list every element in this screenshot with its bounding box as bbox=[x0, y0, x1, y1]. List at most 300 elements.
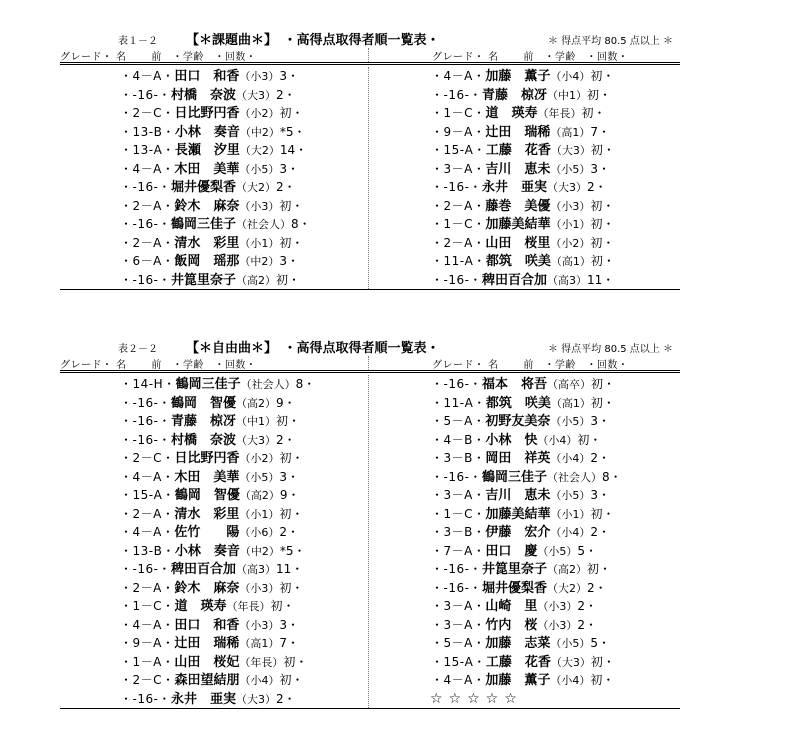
list-item bbox=[120, 271, 369, 290]
name-cell: 小林 快 bbox=[485, 432, 538, 448]
age-cell: （小1） bbox=[239, 236, 280, 250]
name-cell: 山田 桜妃 bbox=[174, 654, 240, 670]
grade-cell: ・-16-・ bbox=[120, 272, 171, 287]
count-cell: 3・ bbox=[279, 617, 300, 632]
count-cell: 9・ bbox=[275, 395, 296, 410]
count-cell: 初・ bbox=[279, 673, 304, 687]
age-cell: （高1） bbox=[550, 255, 591, 268]
list-item bbox=[120, 616, 369, 635]
grade-cell: ・4－A・ bbox=[120, 469, 175, 484]
name-cell: 山崎 里 bbox=[485, 599, 538, 614]
count-cell: 初・ bbox=[590, 235, 615, 250]
grade-cell: ・-16-・ bbox=[120, 414, 171, 428]
list-item bbox=[120, 215, 369, 234]
grade-cell: ・-16-・ bbox=[431, 580, 482, 595]
age-cell: （小5） bbox=[550, 415, 591, 428]
count-cell: 初・ bbox=[270, 599, 295, 613]
right-column bbox=[369, 67, 680, 289]
count-cell: 初・ bbox=[279, 451, 304, 465]
left-column bbox=[60, 375, 369, 708]
age-cell: （高1） bbox=[550, 396, 591, 410]
name-cell: 加藤 薫子 bbox=[485, 673, 551, 688]
list-item bbox=[431, 252, 680, 271]
grade-cell: ・15-A・ bbox=[120, 488, 175, 502]
grade-cell: ・1－A・ bbox=[120, 654, 175, 669]
list-item bbox=[120, 671, 369, 690]
name-cell: 村橋 奈波 bbox=[170, 87, 236, 103]
count-cell: 初・ bbox=[590, 506, 615, 521]
age-cell: （高卒） bbox=[546, 378, 591, 391]
column-header-left: グレード・ 名 前 ・学齢 ・回数・ bbox=[60, 360, 257, 371]
grade-cell: ・2－C・ bbox=[120, 106, 175, 120]
grade-cell: ・13-B・ bbox=[120, 124, 175, 139]
grade-cell: ・4－A・ bbox=[120, 525, 175, 539]
name-cell: 木田 美華 bbox=[174, 469, 240, 485]
list-item bbox=[120, 160, 369, 179]
count-cell: 2・ bbox=[275, 432, 296, 447]
count-cell: 初・ bbox=[586, 87, 611, 102]
list-item bbox=[431, 523, 680, 542]
name-cell: 永井 亜実 bbox=[170, 691, 236, 707]
age-cell: （小5） bbox=[239, 470, 280, 484]
name-cell: 辻田 瑞稀 bbox=[174, 636, 240, 651]
age-cell: （中1） bbox=[235, 415, 276, 428]
age-cell: （小1） bbox=[550, 507, 591, 521]
list-item bbox=[120, 449, 369, 468]
list-item bbox=[431, 215, 680, 234]
table-number: 表２－２ bbox=[118, 344, 158, 355]
name-cell: 山田 桜里 bbox=[485, 235, 551, 251]
age-cell: （高1） bbox=[550, 125, 591, 139]
age-cell: （年長） bbox=[537, 107, 582, 120]
table-title-row bbox=[60, 26, 680, 48]
count-cell: 5・ bbox=[577, 543, 598, 558]
name-cell: 岡田 祥英 bbox=[485, 451, 551, 466]
count-cell: 初・ bbox=[590, 254, 615, 268]
count-cell: 初・ bbox=[279, 106, 304, 120]
count-cell: 2・ bbox=[275, 180, 296, 194]
grade-cell: ・4－A・ bbox=[120, 617, 175, 632]
name-cell: 吉川 恵未 bbox=[485, 161, 551, 177]
name-cell: 稗田百合加 bbox=[481, 272, 547, 288]
age-cell: （社会人） bbox=[240, 378, 296, 391]
age-cell: （高1） bbox=[239, 637, 280, 650]
column-divider bbox=[368, 356, 369, 370]
grade-cell: ・1－C・ bbox=[431, 217, 486, 231]
count-cell: 初・ bbox=[283, 654, 308, 669]
count-cell: 14・ bbox=[279, 143, 308, 157]
grade-cell: ・2－A・ bbox=[120, 235, 175, 250]
count-cell: 2・ bbox=[577, 617, 598, 632]
name-cell: 日比野円香 bbox=[174, 106, 240, 121]
name-cell: 青藤 椋冴 bbox=[481, 87, 547, 103]
age-cell: （小3） bbox=[239, 618, 280, 632]
name-cell: 工藤 花香 bbox=[485, 143, 551, 158]
count-cell: 3・ bbox=[279, 254, 300, 268]
name-cell: 都筑 咲美 bbox=[485, 254, 551, 269]
name-cell: 井箟里奈子 bbox=[481, 562, 547, 577]
age-cell: （大2） bbox=[235, 181, 276, 194]
count-cell: 初・ bbox=[590, 143, 615, 157]
age-cell: （小1） bbox=[239, 507, 280, 521]
count-cell: 初・ bbox=[590, 673, 615, 687]
age-cell: （小3） bbox=[239, 581, 280, 595]
list-item bbox=[120, 468, 369, 487]
table-title-row bbox=[60, 334, 680, 356]
name-cell: 福本 将吾 bbox=[481, 377, 547, 392]
age-cell: （高2） bbox=[235, 396, 276, 410]
count-cell: 初・ bbox=[279, 235, 304, 250]
name-cell: 田口 和香 bbox=[174, 617, 240, 633]
age-cell: （小5） bbox=[550, 637, 591, 650]
age-cell: （大3） bbox=[546, 181, 587, 194]
age-cell: （小3） bbox=[550, 199, 591, 213]
count-cell: 8・ bbox=[601, 469, 622, 484]
count-cell: 2・ bbox=[590, 525, 611, 539]
score-note: ＊ 得点平均 80.5 点以上 ＊ bbox=[548, 36, 673, 47]
list-item bbox=[120, 252, 369, 271]
list-item bbox=[120, 104, 369, 123]
count-cell: 2・ bbox=[577, 599, 598, 613]
grade-cell: ・-16-・ bbox=[120, 691, 171, 706]
column-header-right: グレード・ 名 前 ・学齢 ・回数・ bbox=[432, 52, 629, 63]
count-cell: 初・ bbox=[275, 414, 300, 428]
age-cell: （小4） bbox=[239, 674, 280, 687]
grade-cell: ・-16-・ bbox=[431, 377, 482, 391]
table-jiyukyoku bbox=[60, 334, 680, 709]
grade-cell: ・-16-・ bbox=[120, 217, 171, 231]
age-cell: （中1） bbox=[546, 88, 587, 102]
count-cell: 3・ bbox=[590, 414, 611, 428]
list-item bbox=[431, 542, 680, 561]
name-cell: 飯岡 瑶那 bbox=[174, 254, 240, 269]
grade-cell: ・4－A・ bbox=[431, 673, 486, 687]
name-cell: 竹内 桜 bbox=[485, 617, 538, 633]
count-cell: 初・ bbox=[590, 377, 615, 391]
list-item bbox=[120, 542, 369, 561]
count-cell: 11・ bbox=[275, 562, 304, 576]
age-cell: （小1） bbox=[550, 218, 591, 231]
age-cell: （高3） bbox=[235, 563, 276, 576]
count-cell: 初・ bbox=[279, 198, 304, 213]
name-cell: 清水 彩里 bbox=[174, 235, 240, 251]
list-item bbox=[431, 141, 680, 160]
left-column bbox=[60, 67, 369, 289]
list-item bbox=[120, 653, 369, 672]
grade-cell: ・5－A・ bbox=[431, 414, 486, 428]
name-cell: 鶴岡三佳子 bbox=[170, 217, 236, 232]
count-cell: 7・ bbox=[590, 124, 611, 139]
grade-cell: ・3－B・ bbox=[431, 451, 486, 465]
list-item bbox=[431, 597, 680, 616]
count-cell: 8・ bbox=[295, 377, 316, 391]
grade-cell: ・-16-・ bbox=[120, 562, 171, 576]
name-cell: 田口 慶 bbox=[485, 543, 538, 559]
grade-cell: ・14-H・ bbox=[120, 377, 176, 391]
age-cell: （小5） bbox=[239, 162, 280, 176]
count-cell: 2・ bbox=[275, 87, 296, 102]
count-cell: 3・ bbox=[590, 488, 611, 502]
grade-cell: ・1－C・ bbox=[120, 599, 175, 613]
count-cell: 初・ bbox=[590, 198, 615, 213]
age-cell: （大3） bbox=[550, 144, 591, 157]
name-cell: 小林 奏音 bbox=[174, 124, 240, 140]
grade-cell: ・-16-・ bbox=[431, 272, 482, 287]
grade-cell: ・3－A・ bbox=[431, 488, 486, 502]
count-cell: 3・ bbox=[279, 69, 300, 83]
name-cell: 稗田百合加 bbox=[170, 562, 236, 577]
list-item bbox=[431, 468, 680, 487]
grade-cell: ・2－C・ bbox=[120, 451, 175, 465]
table-rows bbox=[60, 63, 680, 290]
list-item bbox=[431, 104, 680, 123]
age-cell: （大3） bbox=[550, 655, 591, 669]
list-item bbox=[120, 690, 369, 709]
age-cell: （高3） bbox=[546, 273, 587, 287]
count-cell: 初・ bbox=[586, 562, 611, 576]
grade-cell: ・4－A・ bbox=[120, 161, 175, 176]
name-cell: 小林 奏音 bbox=[174, 543, 240, 559]
count-cell: 初・ bbox=[279, 580, 304, 595]
name-cell: 鈴木 麻奈 bbox=[174, 580, 240, 596]
name-cell: 井箟里奈子 bbox=[170, 272, 236, 288]
count-cell: 3・ bbox=[279, 161, 300, 176]
list-item bbox=[431, 160, 680, 179]
name-cell: 辻田 瑞稀 bbox=[485, 124, 551, 140]
grade-cell: ・1－C・ bbox=[431, 506, 486, 521]
grade-cell: ・2－A・ bbox=[120, 506, 175, 521]
count-cell: 初・ bbox=[590, 654, 615, 669]
grade-cell: ・11-A・ bbox=[431, 254, 486, 268]
count-cell: 7・ bbox=[279, 636, 300, 650]
list-item bbox=[431, 197, 680, 216]
count-cell: 初・ bbox=[590, 217, 615, 231]
list-item bbox=[431, 375, 680, 394]
age-cell: （小2） bbox=[239, 452, 280, 465]
name-cell: 日比野円香 bbox=[174, 451, 240, 466]
list-item bbox=[120, 234, 369, 253]
name-cell: 田口 和香 bbox=[174, 69, 240, 84]
age-cell: （小2） bbox=[550, 236, 591, 250]
list-item bbox=[431, 67, 680, 86]
age-cell: （高2） bbox=[546, 563, 587, 576]
list-item bbox=[431, 431, 680, 450]
list-item bbox=[120, 505, 369, 524]
table-kadaikyoku bbox=[60, 26, 680, 290]
grade-cell: ・1－C・ bbox=[431, 106, 486, 120]
count-cell: *5・ bbox=[279, 124, 306, 139]
count-cell: 初・ bbox=[275, 272, 300, 287]
list-item bbox=[120, 141, 369, 160]
list-item bbox=[431, 671, 680, 690]
count-cell: 初・ bbox=[590, 69, 615, 83]
grade-cell: ・-16-・ bbox=[431, 87, 482, 102]
column-header-row bbox=[60, 356, 680, 371]
right-column bbox=[369, 375, 680, 708]
count-cell: 初・ bbox=[581, 106, 606, 120]
name-cell: 道 瑛寿 bbox=[174, 599, 227, 614]
age-cell: （小2） bbox=[239, 107, 280, 120]
list-item bbox=[120, 67, 369, 86]
grade-cell: ・13-B・ bbox=[120, 543, 175, 558]
count-cell: 2・ bbox=[590, 451, 611, 465]
list-item bbox=[431, 123, 680, 142]
name-cell: 堀井優梨香 bbox=[481, 580, 547, 596]
list-item bbox=[431, 653, 680, 672]
name-cell: 青藤 椋冴 bbox=[170, 414, 236, 429]
grade-cell: ・2－A・ bbox=[431, 235, 486, 250]
grade-cell: ・4－A・ bbox=[431, 69, 486, 83]
age-cell: （小3） bbox=[239, 199, 280, 213]
list-item bbox=[431, 412, 680, 431]
list-item bbox=[120, 394, 369, 413]
grade-cell: ・3－A・ bbox=[431, 161, 486, 176]
age-cell: （中2） bbox=[239, 544, 280, 558]
age-cell: （中2） bbox=[239, 255, 280, 268]
name-cell: 清水 彩里 bbox=[174, 506, 240, 522]
grade-cell: ・2－C・ bbox=[120, 673, 175, 687]
list-item bbox=[120, 560, 369, 579]
name-cell: 加藤美結華 bbox=[485, 217, 551, 232]
list-item bbox=[120, 431, 369, 450]
grade-cell: ・5－A・ bbox=[431, 636, 486, 650]
count-cell: 2・ bbox=[586, 580, 607, 595]
age-cell: （大2） bbox=[239, 144, 280, 157]
age-cell: （小3） bbox=[239, 70, 280, 83]
list-item bbox=[431, 505, 680, 524]
count-cell: *5・ bbox=[279, 543, 306, 558]
list-item bbox=[431, 86, 680, 105]
grade-cell: ・4－A・ bbox=[120, 69, 175, 83]
grade-cell: ・-16-・ bbox=[120, 395, 171, 410]
list-item bbox=[120, 523, 369, 542]
age-cell: （小5） bbox=[537, 544, 578, 558]
age-cell: （大3） bbox=[235, 433, 276, 447]
count-cell: 3・ bbox=[279, 469, 300, 484]
age-cell: （高2） bbox=[235, 273, 276, 287]
age-cell: （高2） bbox=[239, 489, 280, 502]
list-item bbox=[120, 178, 369, 197]
count-cell: 2・ bbox=[586, 180, 607, 194]
name-cell: 鶴岡三佳子 bbox=[481, 469, 547, 485]
name-cell: 永井 亜実 bbox=[481, 180, 547, 195]
name-cell: 加藤 志菜 bbox=[485, 636, 551, 651]
age-cell: （小6） bbox=[239, 526, 280, 539]
age-cell: （社会人） bbox=[235, 218, 291, 231]
list-item bbox=[431, 234, 680, 253]
grade-cell: ・15-A・ bbox=[431, 143, 486, 157]
count-cell: 3・ bbox=[590, 161, 611, 176]
grade-cell: ・2－A・ bbox=[120, 580, 175, 595]
age-cell: （小4） bbox=[550, 526, 591, 539]
name-cell: 吉川 恵未 bbox=[485, 488, 551, 503]
name-cell: 道 瑛寿 bbox=[485, 106, 538, 121]
column-header-left: グレード・ 名 前 ・学齢 ・回数・ bbox=[60, 52, 257, 63]
grade-cell: ・2－A・ bbox=[431, 198, 486, 213]
grade-cell: ・2－A・ bbox=[120, 198, 175, 213]
table-number: 表１－２ bbox=[118, 36, 158, 47]
table-title: 【＊自由曲＊】 ・高得点取得者順一覧表・ bbox=[186, 341, 440, 356]
grade-cell: ・9－A・ bbox=[431, 124, 486, 139]
list-item bbox=[431, 579, 680, 598]
list-item bbox=[431, 394, 680, 413]
list-item bbox=[431, 449, 680, 468]
count-cell: 初・ bbox=[279, 506, 304, 521]
name-cell: 伊藤 宏介 bbox=[485, 525, 551, 540]
grade-cell: ・-16-・ bbox=[431, 180, 482, 194]
age-cell: （大3） bbox=[235, 692, 276, 706]
name-cell: 鶴岡 智優 bbox=[170, 395, 236, 411]
list-item bbox=[431, 486, 680, 505]
grade-cell: ・-16-・ bbox=[431, 469, 482, 484]
name-cell: 森田望結朋 bbox=[174, 673, 240, 688]
grade-cell: ・15-A・ bbox=[431, 654, 486, 669]
name-cell: 村橋 奈波 bbox=[170, 432, 236, 448]
name-cell: 加藤 薫子 bbox=[485, 69, 551, 84]
name-cell: 長瀬 汐里 bbox=[174, 143, 240, 158]
name-cell: 初野友美奈 bbox=[485, 414, 551, 429]
list-item bbox=[431, 178, 680, 197]
age-cell: （小4） bbox=[537, 433, 578, 447]
name-cell: 加藤美結華 bbox=[485, 506, 551, 522]
list-item bbox=[431, 271, 680, 290]
name-cell: 堀井優梨香 bbox=[170, 180, 236, 195]
name-cell: 藤巻 美優 bbox=[485, 198, 551, 214]
name-cell: 鶴岡三佳子 bbox=[175, 377, 241, 392]
name-cell: 都筑 咲美 bbox=[485, 395, 551, 411]
table-rows bbox=[60, 371, 680, 709]
grade-cell: ・4－B・ bbox=[431, 432, 486, 447]
age-cell: （年長） bbox=[226, 600, 271, 613]
grade-cell: ・-16-・ bbox=[120, 180, 171, 194]
list-item bbox=[120, 197, 369, 216]
column-divider bbox=[368, 48, 369, 62]
age-cell: （小5） bbox=[550, 489, 591, 502]
count-cell: 9・ bbox=[279, 488, 300, 502]
column-header-right: グレード・ 名 前 ・学齢 ・回数・ bbox=[432, 360, 629, 371]
column-header-row bbox=[60, 48, 680, 63]
list-item bbox=[431, 616, 680, 635]
list-item bbox=[431, 560, 680, 579]
age-cell: （中2） bbox=[239, 125, 280, 139]
list-item bbox=[120, 634, 369, 653]
grade-cell: ・3－B・ bbox=[431, 525, 486, 539]
name-cell: 工藤 花香 bbox=[485, 654, 551, 670]
count-cell: 初・ bbox=[577, 432, 602, 447]
count-cell: 初・ bbox=[590, 395, 615, 410]
age-cell: （社会人） bbox=[546, 470, 602, 484]
grade-cell: ・13-A・ bbox=[120, 143, 175, 157]
grade-cell: ・-16-・ bbox=[120, 432, 171, 447]
age-cell: （小3） bbox=[537, 618, 578, 632]
grade-cell: ・3－A・ bbox=[431, 617, 486, 632]
list-item bbox=[120, 412, 369, 431]
age-cell: （大2） bbox=[546, 581, 587, 595]
count-cell: 2・ bbox=[275, 691, 296, 706]
list-item bbox=[120, 123, 369, 142]
age-cell: （大3） bbox=[235, 88, 276, 102]
count-cell: 8・ bbox=[290, 217, 311, 231]
grade-cell: ・3－A・ bbox=[431, 599, 486, 613]
age-cell: （小5） bbox=[550, 162, 591, 176]
age-cell: （小3） bbox=[537, 600, 578, 613]
name-cell: 鶴岡 智優 bbox=[174, 488, 240, 503]
table-title: 【＊課題曲＊】 ・高得点取得者順一覧表・ bbox=[186, 33, 440, 48]
grade-cell: ・11-A・ bbox=[431, 395, 486, 410]
list-item bbox=[120, 579, 369, 598]
age-cell: （小4） bbox=[550, 70, 591, 83]
count-cell: 2・ bbox=[279, 525, 300, 539]
